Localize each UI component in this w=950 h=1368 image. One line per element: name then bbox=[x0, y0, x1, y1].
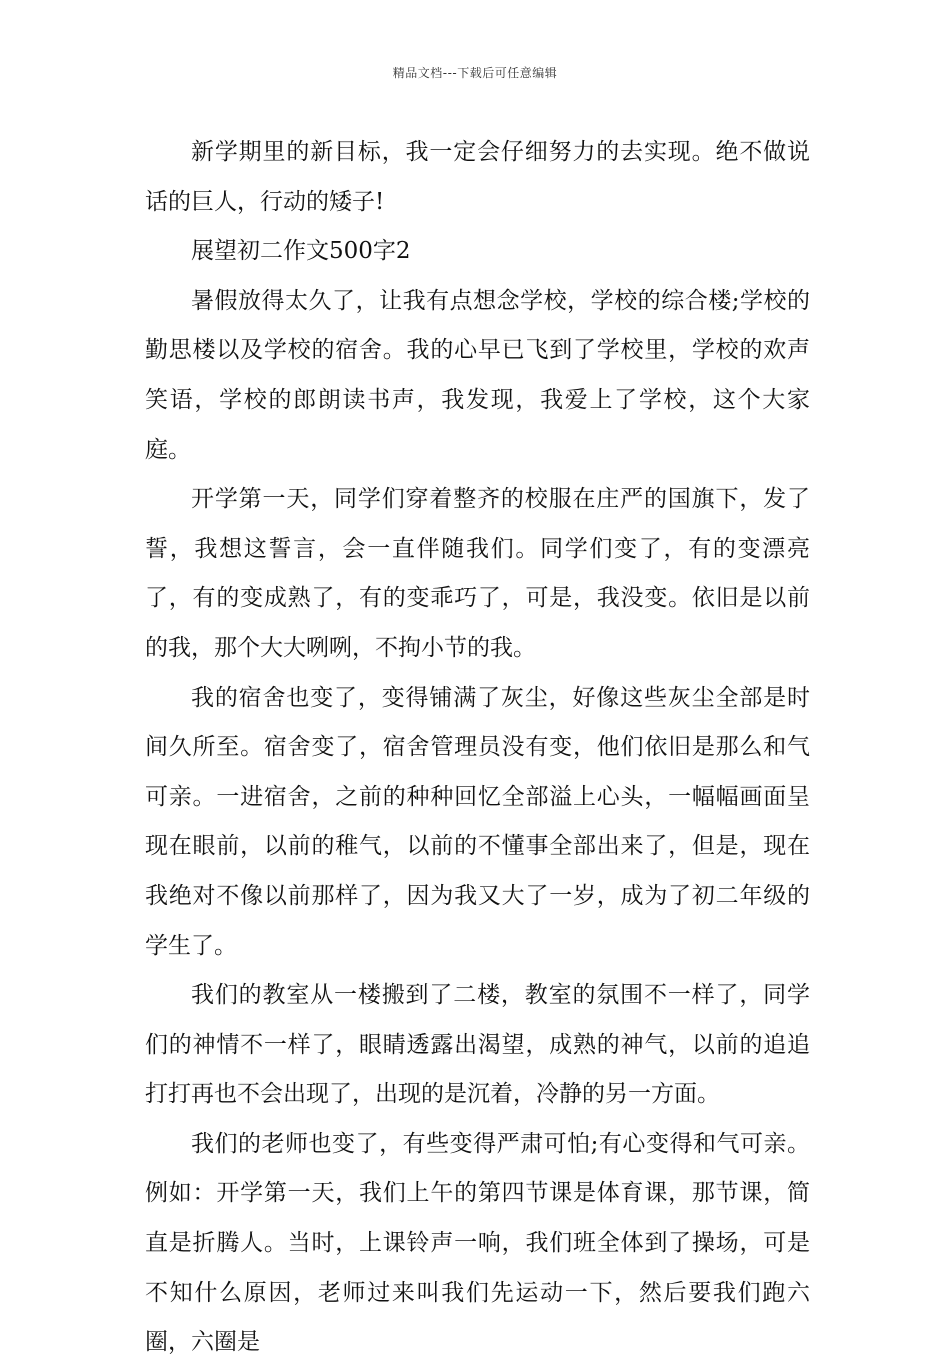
document-body bbox=[145, 128, 810, 1368]
paragraph-3: 开学第一天，同学们穿着整齐的校服在庄严的国旗下，发了誓，我想这誓言，会一直伴随我们。同学们变了，有的变漂亮了，有的变成熟了，有的变乖巧了，可是，我没变。依旧是以前的我，那个大大咧咧，不拘小节的我。 bbox=[145, 486, 810, 661]
section-heading: 展望初二作文500字2 bbox=[191, 238, 411, 265]
paragraph-4: 我的宿舍也变了，变得铺满了灰尘，好像这些灰尘全部是时间久所至。宿舍变了，宿舍管理员没有变，他们依旧是那么和气可亲。一进宿舍，之前的种种回忆全部溢上心头，一幅幅画面呈现在眼前，以前的稚气，以前的不懂事全部出来了，但是，现在我绝对不像以前那样了，因为我又大了一岁，成为了初二年级的学生了。 bbox=[145, 684, 810, 959]
page-header: 精品文档---下载后可任意编辑 bbox=[392, 66, 558, 80]
paragraph-5: 我们的教室从一楼搬到了二楼，教室的氛围不一样了，同学们的神情不一样了，眼睛透露出渴望，成熟的神气，以前的追追打打再也不会出现了，出现的是沉着，冷静的另一方面。 bbox=[145, 982, 810, 1108]
paragraph-6: 我们的老师也变了，有些变得严肃可怕;有心变得和气可亲。例如：开学第一天，我们上午的第四节课是体育课，那节课，简直是折腾人。当时，上课铃声一响，我们班全体到了操场，可是不知什么原因，老师过来叫我们先运动一下，然后要我们跑六圈，六圈是 bbox=[145, 1130, 810, 1356]
paragraph-1: 新学期里的新目标，我一定会仔细努力的去实现。绝不做说话的巨人，行动的矮子! bbox=[145, 139, 810, 215]
paragraph-2: 暑假放得太久了，让我有点想念学校，学校的综合楼;学校的勤思楼以及学校的宿舍。我的心早已飞到了学校里，学校的欢声笑语，学校的郎朗读书声，我发现，我爱上了学校，这个大家庭。 bbox=[145, 287, 810, 463]
